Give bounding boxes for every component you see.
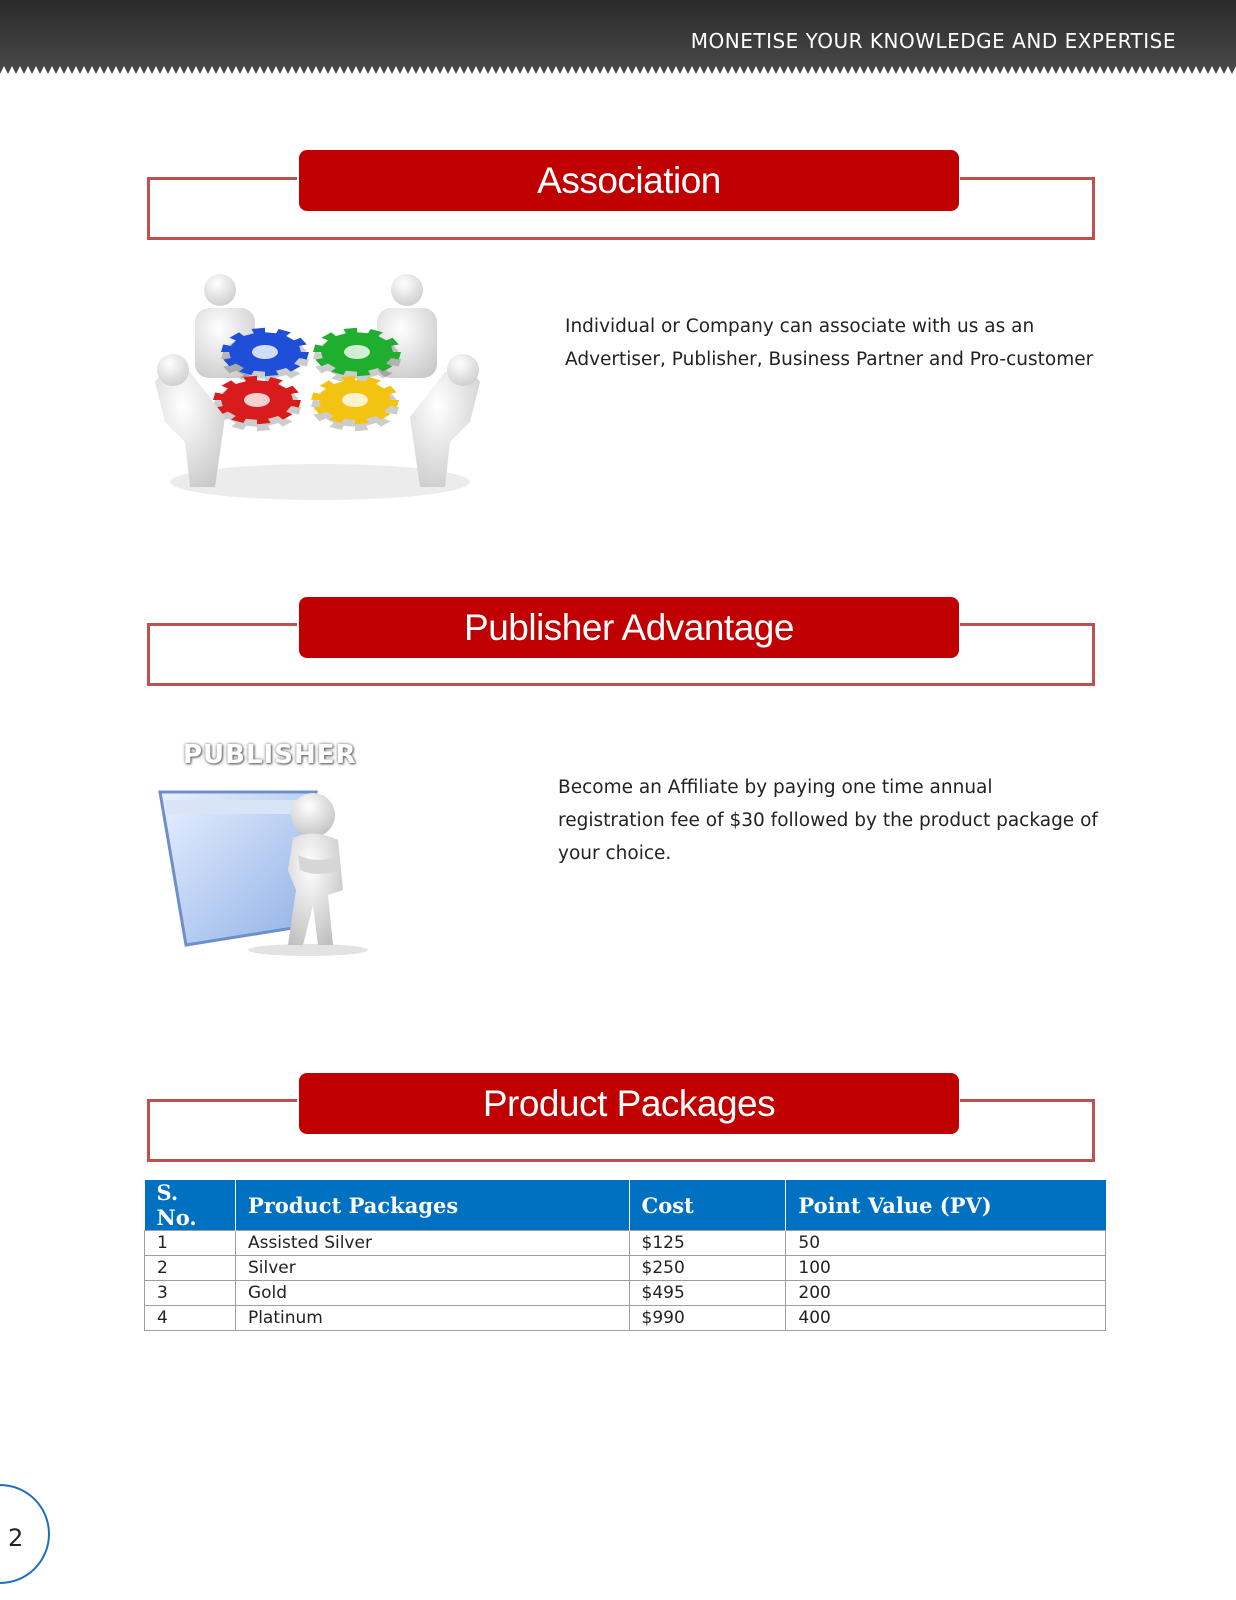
table-cell: 400 xyxy=(786,1306,1106,1331)
column-header: S. No. xyxy=(145,1180,236,1231)
table-cell: $495 xyxy=(629,1281,786,1306)
column-header: Product Packages xyxy=(235,1180,629,1231)
table-cell: 4 xyxy=(145,1306,236,1331)
table-row xyxy=(145,1231,1106,1256)
table-header-row xyxy=(145,1180,1106,1231)
publisher-thinking-illustration xyxy=(148,720,398,960)
publisher-advantage-heading: Publisher Advantage xyxy=(299,597,959,658)
table-cell: 3 xyxy=(145,1281,236,1306)
table-cell: Assisted Silver xyxy=(235,1231,629,1256)
product-packages-table xyxy=(144,1180,1106,1331)
table-cell: Platinum xyxy=(235,1306,629,1331)
table-cell: Silver xyxy=(235,1256,629,1281)
page-number: 2 xyxy=(8,1524,24,1552)
table-cell: 50 xyxy=(786,1231,1106,1256)
header-title: MONETISE YOUR KNOWLEDGE AND EXPERTISE xyxy=(690,29,1176,53)
publisher-advantage-text: Become an Affiliate by paying one time annual registration fee of $30 followed by the product package of your choice. xyxy=(558,777,1098,864)
table-cell: Gold xyxy=(235,1281,629,1306)
table-row xyxy=(145,1281,1106,1306)
table-cell: 1 xyxy=(145,1231,236,1256)
table-cell: $990 xyxy=(629,1306,786,1331)
table-cell: 2 xyxy=(145,1256,236,1281)
gear-team-illustration xyxy=(145,272,490,504)
table-cell: $125 xyxy=(629,1231,786,1256)
table-cell: 100 xyxy=(786,1256,1106,1281)
column-header: Point Value (PV) xyxy=(786,1180,1106,1231)
association-heading: Association xyxy=(299,150,959,211)
table-row xyxy=(145,1256,1106,1281)
table-row xyxy=(145,1306,1106,1331)
product-packages-heading: Product Packages xyxy=(299,1073,959,1134)
table-cell: $250 xyxy=(629,1256,786,1281)
publisher-label: PUBLISHER xyxy=(183,740,357,770)
association-text: Individual or Company can associate with us as an Advertiser, Publisher, Business Partner and Pro-customer xyxy=(565,316,1094,370)
table-cell: 200 xyxy=(786,1281,1106,1306)
column-header: Cost xyxy=(629,1180,786,1231)
